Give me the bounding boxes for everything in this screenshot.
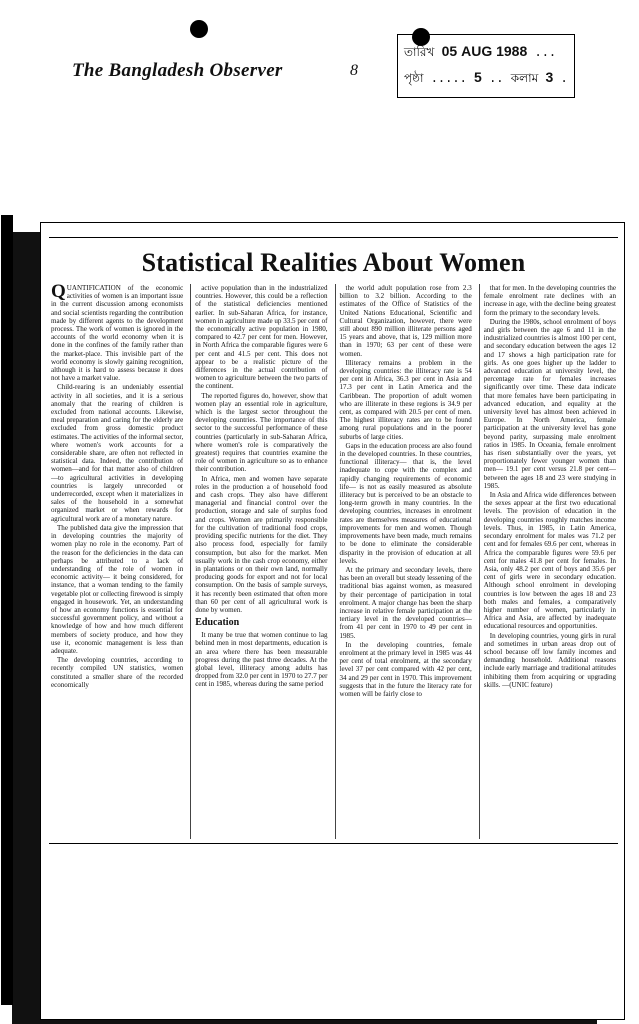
stamp-date-label: তারিখ [404, 45, 435, 59]
paragraph: The published data give the impression that in developing countries the majority of women play no role in the economy. Part of the reason for the deficiencies in the data can perhaps be attributed to a lack of understanding of the role of women in economic activity— it being considered, for instance, that a woman tending to the family vegetable plot or collecting firewood is simply engaged in housework. Yet, an understanding of how an economy functions is essential for successful government policy, and without a knowledge of how and how much different members of society produce, and how they use it, economic management is less than adequate. [51, 523, 184, 655]
paragraph: In the developing countries, female enrolment at the primary level in 1985 was 44 per cent of total enrolment, at the secondary level 37 per cent compared with 42 per cent, 34 and 29 per cent in 1970. This improvement suggests that in the future the literacy rate for women will be fairly close to [339, 640, 472, 698]
stamp-page-value: 5 [474, 69, 482, 85]
punch-hole-left [190, 20, 208, 38]
paragraph: UANTIFICATION of the economic activities of women is an important issue in the current discussion among economists and social scientists regarding the contribution made by different agents to the development process. The work of women is ignored in the accounts of the world economy when it is done in the confines of the family rather than the market-place. This invisible part of the world economy is slowly gaining recognition, although it is hard to assess because it does not have a market value. [51, 284, 184, 383]
article-column-3 [335, 284, 472, 839]
article-column-4 [479, 284, 616, 839]
paragraph: During the 1980s, school enrolment of boys and girls between the age 6 and 11 in the industrialized countries is almost 100 per cent, and secondary education between the ages 12 and 17 shows a high participation rate for girls. As one goes higher up the ladder to advanced education at university level, the percentage rate for females increases significantly over time. These data indicate that more females have been participating in advanced education, and equality at the university level has almost been achieved in Europe. In North America, female participation at the university level has gone beyond parity, surpassing male enrolment ratios in 1985. In Oceania, female enrolment has risen substantially over the years, yet proportionately fewer younger women than men— 19.1 per cent versus 21.8 per cent— between the ages 18 and 23 were studying in 1985. [483, 317, 616, 490]
newspaper-masthead: The Bangladesh Observer [72, 60, 283, 81]
paragraph: It many be true that women continue to lag behind men in most departments, education is an area where there has been measurable progress during the past three decades. At the global level, illiteracy among adults has dropped from 32.0 per cent in 1970 to 27.7 per cent in 1985, whereas during the same period [195, 631, 328, 689]
stamp-column-value: 3 [545, 69, 554, 85]
article-frame [49, 237, 618, 844]
paragraph: At the primary and secondary levels, there has been an overall but steady lessening of the traditional bias against women, as measured by their percentage of participation in total enrolment. A major change has been the sharp increase in relative female participation at the tertiary level in the developed countries— from 41 per cent in 1970 to 49 per cent in 1985. [339, 565, 472, 640]
paragraph: In developing countries, young girls in rural and sometimes in urban areas drop out of school because off low family incomes and demanding household. Additional reasons include early marriage and traditional attitudes inhibiting them from acquiring or upgrading skills. —(UNIC feature) [483, 631, 616, 689]
article-headline: Statistical Realities About Women [141, 248, 526, 277]
paragraph: In Asia and Africa wide differences between the sexes appear at the first two educational levels. The provision of education in the developing countries roughly matches income levels. Thus, in 1985, in Latin America, secondary enrolment for males was 71.2 per cent and for females 69.6 per cent, whereas in Africa the comparable figures were 59.6 per cent for males 41.8 per cent for females. In Asia, only 48.2 per cent of boys and 35.6 per cent of girls were in secondary education. Although school enrolment in developing countries is low between the ages 18 and 23 both males and females, a comparatively higher number of women, particularly in Africa and Asia, are affected by inadequate educational resources and opportunities. [483, 491, 616, 631]
stamp-page-label: পৃষ্ঠা [404, 71, 424, 85]
newspaper-clipping [40, 222, 625, 1020]
paragraph: The developing countries, according to recently compiled UN statistics, women constituted a smaller share of the recorded economically [51, 656, 184, 689]
page-number: 8 [350, 62, 358, 79]
archive-stamp: তারিখ 05 AUG 1988 ... পৃষ্ঠা ..... 5 .. কলাম 3 . [397, 34, 575, 98]
paragraph: the world adult population rose from 2.3 billion to 3.2 billion. According to the estimates of the Office of Statistics of the United Nations Educational, Scientific and Cultural Organization, however, there were still about 890 million illiterate persons aged 15 years and above, that is, 129 million more than in 1970; 63 per cent of these were women. [339, 284, 472, 358]
stamp-date-value: 05 AUG 1988 [441, 43, 528, 59]
paragraph: In Africa, men and women have separate roles in the production a of household food and cash crops. They also have different managerial and financial control over the production, storage and sale of surplus food and crops. Women are primarily responsible for the cultivation of traditional food crops, providing specific nutrients for the diet. They also process food, especially for family consumption, but also for the market. Men usually work in the cash crop economy, either in plantations or on their own land, normally producing goods for export and not for local consumption. On the basis of sample surveys, it has recently been estimated that often more than 60 per cent of all agricultural work is done by women. [195, 474, 328, 614]
stamp-column-label: কলাম [510, 71, 539, 85]
paragraph: active population than in the industrialized countries. However, this could be a reflection of the statistical deficiencies mentioned earlier. In sub-Saharan Africa, for instance, women in agriculture made up 33.5 per cent of the economically active population in 1980, compared to 42.7 per cent for men. However, in North Africa the comparable figures were 6 per cent and 41.5 per cent. This does not appear to be a realistic picture of the differences in the actual contribution of women to agriculture between the two parts of the continent. [195, 284, 328, 391]
paragraph: that for men. In the developing countries the female enrolment rate declines with an increase in age, with the decline being greatest form the primary to the secondary levels. [483, 284, 616, 317]
article-column-2 [190, 284, 327, 839]
drop-cap: Q [51, 284, 66, 302]
paragraph: Gaps in the education process are also found in the developed countries. In these countries, functional illiteracy— that is, the level inadequate to cope with the complex and rapidly changing requirements of economic life— is not as easily measured as absolute illiteracy but is perceived to be an obstacle to long-term growth in many countries. In the developing countries, increases in enrolment rates are themselves measures of educational improvements for men and women. Though improvements have been made, much remains to be done to eliminate the considerable disparity in the provision of education at all levels. [339, 441, 472, 565]
paragraph: Child-rearing is an undeniably essential activity in all societies, and it is a serious anomaly that the rearing of children is excluded from national accounts. Likewise, meal preparation and caring for the elderly are excluded from gross domestic product estimates. The activities of the informal sector, where women's work accounts for a considerable share, are often not reflected in statistical data. Indeed, the contribution of women—and for that matter also of children—to agricultural activities in developing countries is largely unrecorded or underrecorded, except when it materializes in sales of the household in a somewhat organized market or when rewards for agricultural work are of a monetary nature. [51, 383, 184, 523]
paragraph: Illiteracy remains a problem in the developing countries: the illiteracy rate is 54 per cent in Africa, 36.3 per cent in Asia and 17.3 per cent in Latin America and the Caribbean. The proportion of adult women who are illiterate in these regions is 34.9 per cent, as compared with 20.5 per cent of men. The highest illiteracy rates are to be found among rural populations and in the poorer suburbs of large cities. [339, 358, 472, 441]
article-columns [51, 284, 616, 839]
section-subhead: Education [195, 617, 240, 629]
paragraph: The reported figures do, however, show that women play an essential role in agriculture, which is the largest sector throughout the developing countries. The importance of this sector to the successful performance of these countries (particularly in sub-Saharan Africa, where women's role is comparatively the greatest) requires that countries examine the role of women in agriculture so as to enhance their contribution. [195, 391, 328, 474]
article-column-1 [51, 284, 183, 839]
